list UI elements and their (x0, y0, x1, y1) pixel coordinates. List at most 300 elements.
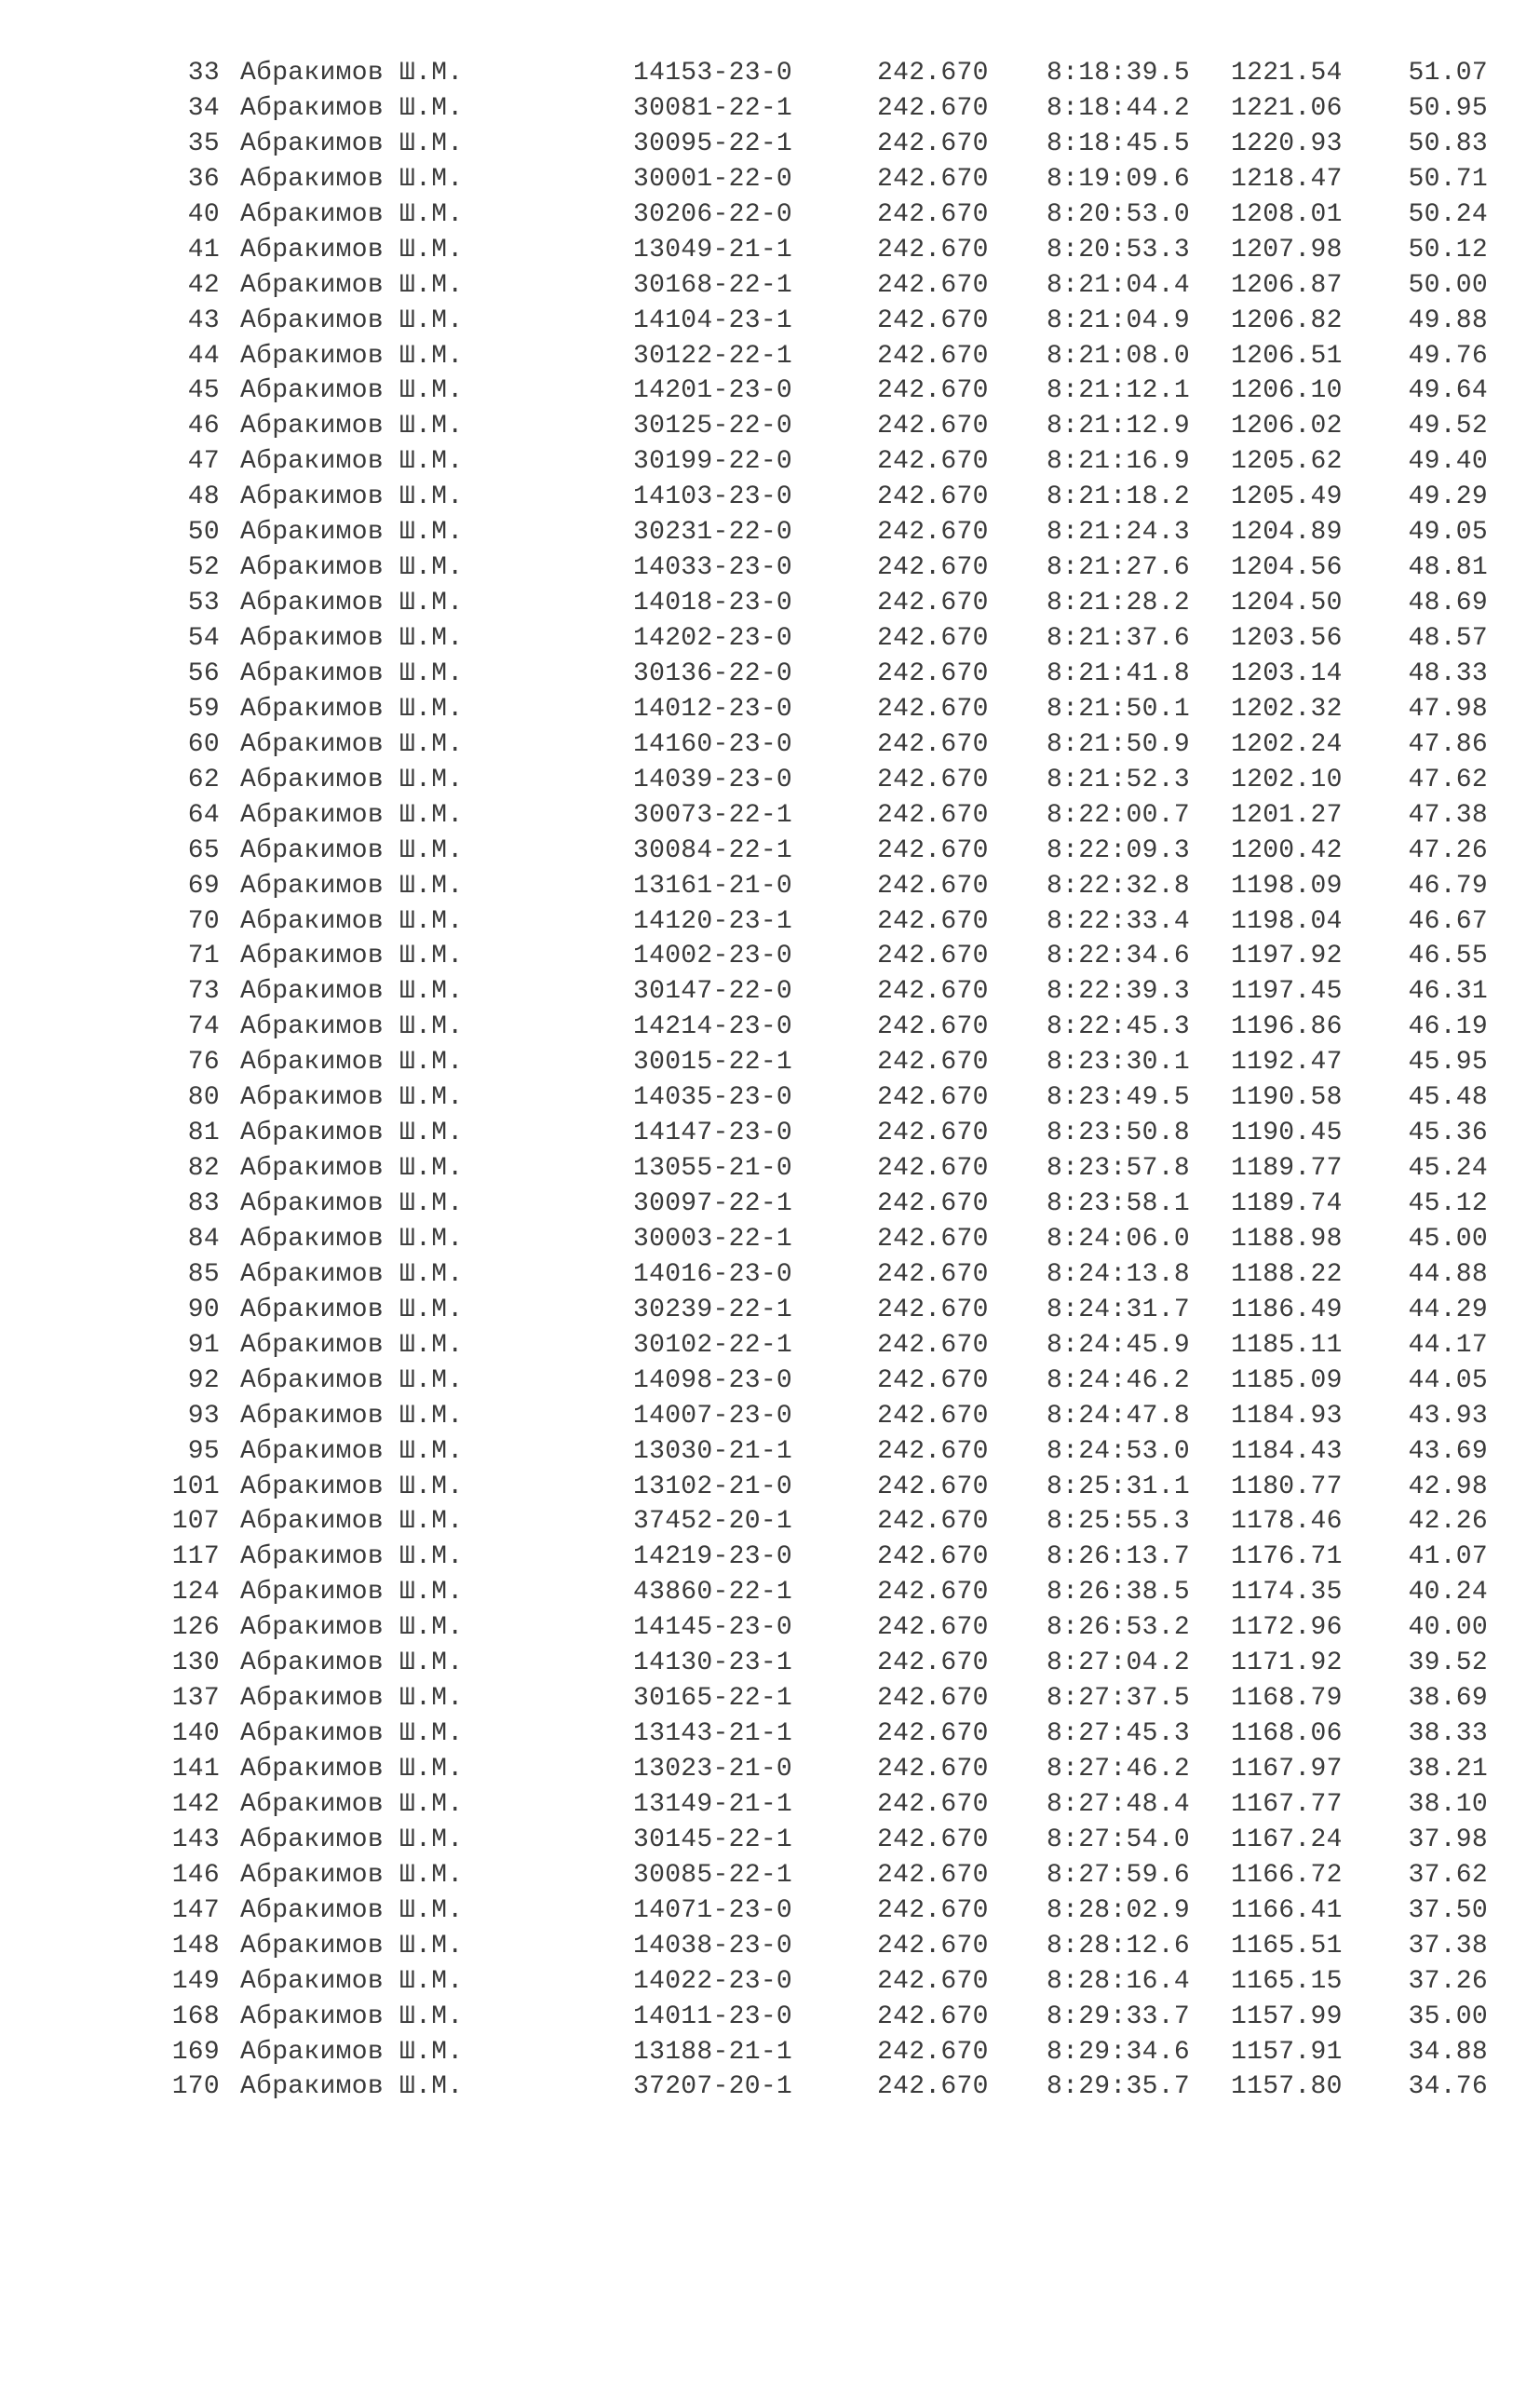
coefficient-cell: 47.26 (1408, 835, 1488, 865)
result-row (158, 1434, 1518, 1470)
place-cell: 168 (171, 2001, 220, 2031)
result-row (158, 1116, 1518, 1151)
results-sheet (158, 56, 1518, 2105)
place-cell: 142 (171, 1789, 220, 1819)
ring-number-cell: 14011-23-0 (633, 2001, 793, 2031)
place-cell: 50 (187, 518, 220, 548)
speed-cell: 1206.51 (1231, 341, 1343, 371)
speed-cell: 1157.99 (1231, 2001, 1343, 2031)
place-cell: 41 (187, 235, 220, 265)
place-cell: 170 (171, 2072, 220, 2102)
result-row (158, 91, 1518, 127)
coefficient-cell: 45.48 (1408, 1083, 1488, 1113)
distance-cell: 242.670 (877, 270, 989, 300)
speed-cell: 1202.24 (1231, 729, 1343, 759)
time-cell: 8:21:24.3 (1047, 518, 1190, 548)
ring-number-cell: 30073-22-1 (633, 800, 793, 830)
coefficient-cell: 46.67 (1408, 906, 1488, 936)
name-cell: Абракимов Ш.М. (240, 1789, 464, 1819)
ring-number-cell: 30122-22-1 (633, 341, 793, 371)
result-row (158, 1470, 1518, 1505)
ring-number-cell: 14103-23-0 (633, 482, 793, 512)
place-cell: 95 (187, 1436, 220, 1466)
ring-number-cell: 14202-23-0 (633, 624, 793, 653)
name-cell: Абракимов Ш.М. (240, 765, 464, 794)
result-row (158, 480, 1518, 515)
ring-number-cell: 13055-21-0 (633, 1154, 793, 1184)
place-cell: 71 (187, 942, 220, 971)
speed-cell: 1197.92 (1231, 942, 1343, 971)
time-cell: 8:24:45.9 (1047, 1330, 1190, 1360)
coefficient-cell: 46.79 (1408, 871, 1488, 901)
distance-cell: 242.670 (877, 1825, 989, 1854)
name-cell: Абракимов Ш.М. (240, 1649, 464, 1678)
coefficient-cell: 45.24 (1408, 1154, 1488, 1184)
coefficient-cell: 44.05 (1408, 1365, 1488, 1395)
place-cell: 83 (187, 1189, 220, 1218)
result-row (158, 2069, 1518, 2105)
ring-number-cell: 14201-23-0 (633, 376, 793, 406)
ring-number-cell: 14104-23-1 (633, 305, 793, 335)
name-cell: Абракимов Ш.М. (240, 1684, 464, 1714)
coefficient-cell: 39.52 (1408, 1649, 1488, 1678)
place-cell: 34 (187, 93, 220, 123)
name-cell: Абракимов Ш.М. (240, 977, 464, 1007)
distance-cell: 242.670 (877, 129, 989, 158)
ring-number-cell: 37207-20-1 (633, 2072, 793, 2102)
time-cell: 8:27:59.6 (1047, 1860, 1190, 1890)
ring-number-cell: 14147-23-0 (633, 1119, 793, 1148)
coefficient-cell: 45.00 (1408, 1224, 1488, 1254)
ring-number-cell: 14012-23-0 (633, 694, 793, 724)
result-row (158, 939, 1518, 974)
result-row (158, 162, 1518, 197)
distance-cell: 242.670 (877, 482, 989, 512)
place-cell: 53 (187, 589, 220, 618)
result-row (158, 869, 1518, 904)
speed-cell: 1206.87 (1231, 270, 1343, 300)
name-cell: Абракимов Ш.М. (240, 1259, 464, 1289)
result-row (158, 304, 1518, 339)
name-cell: Абракимов Ш.М. (240, 1860, 464, 1890)
distance-cell: 242.670 (877, 1224, 989, 1254)
distance-cell: 242.670 (877, 341, 989, 371)
name-cell: Абракимов Ш.М. (240, 1189, 464, 1218)
time-cell: 8:28:02.9 (1047, 1895, 1190, 1925)
place-cell: 141 (171, 1755, 220, 1784)
speed-cell: 1205.49 (1231, 482, 1343, 512)
result-row (158, 550, 1518, 586)
ring-number-cell: 30206-22-0 (633, 199, 793, 229)
coefficient-cell: 50.71 (1408, 164, 1488, 194)
name-cell: Абракимов Ш.М. (240, 1012, 464, 1042)
distance-cell: 242.670 (877, 1578, 989, 1608)
result-row (158, 621, 1518, 657)
distance-cell: 242.670 (877, 1684, 989, 1714)
ring-number-cell: 30239-22-1 (633, 1295, 793, 1324)
time-cell: 8:26:38.5 (1047, 1578, 1190, 1608)
speed-cell: 1185.09 (1231, 1365, 1343, 1395)
result-row (158, 1540, 1518, 1575)
time-cell: 8:22:34.6 (1047, 942, 1190, 971)
place-cell: 74 (187, 1012, 220, 1042)
result-row (158, 974, 1518, 1010)
result-row (158, 834, 1518, 869)
ring-number-cell: 30003-22-1 (633, 1224, 793, 1254)
result-row (158, 798, 1518, 834)
speed-cell: 1190.45 (1231, 1119, 1343, 1148)
distance-cell: 242.670 (877, 199, 989, 229)
speed-cell: 1157.91 (1231, 2037, 1343, 2067)
ring-number-cell: 30015-22-1 (633, 1048, 793, 1078)
place-cell: 126 (171, 1613, 220, 1643)
name-cell: Абракимов Ш.М. (240, 93, 464, 123)
speed-cell: 1204.56 (1231, 553, 1343, 583)
speed-cell: 1189.74 (1231, 1189, 1343, 1218)
speed-cell: 1189.77 (1231, 1154, 1343, 1184)
result-row (158, 1010, 1518, 1045)
time-cell: 8:21:27.6 (1047, 553, 1190, 583)
speed-cell: 1188.22 (1231, 1259, 1343, 1289)
distance-cell: 242.670 (877, 1755, 989, 1784)
ring-number-cell: 14016-23-0 (633, 1259, 793, 1289)
speed-cell: 1220.93 (1231, 129, 1343, 158)
place-cell: 52 (187, 553, 220, 583)
place-cell: 85 (187, 1259, 220, 1289)
coefficient-cell: 50.24 (1408, 199, 1488, 229)
result-row (158, 586, 1518, 621)
ring-number-cell: 13161-21-0 (633, 871, 793, 901)
speed-cell: 1207.98 (1231, 235, 1343, 265)
place-cell: 59 (187, 694, 220, 724)
speed-cell: 1201.27 (1231, 800, 1343, 830)
name-cell: Абракимов Ш.М. (240, 906, 464, 936)
result-row (158, 1610, 1518, 1646)
name-cell: Абракимов Ш.М. (240, 1436, 464, 1466)
name-cell: Абракимов Ш.М. (240, 164, 464, 194)
coefficient-cell: 38.21 (1408, 1755, 1488, 1784)
ring-number-cell: 30084-22-1 (633, 835, 793, 865)
time-cell: 8:21:04.9 (1047, 305, 1190, 335)
distance-cell: 242.670 (877, 1083, 989, 1113)
distance-cell: 242.670 (877, 1119, 989, 1148)
place-cell: 140 (171, 1719, 220, 1749)
name-cell: Абракимов Ш.М. (240, 800, 464, 830)
time-cell: 8:23:57.8 (1047, 1154, 1190, 1184)
speed-cell: 1196.86 (1231, 1012, 1343, 1042)
speed-cell: 1221.06 (1231, 93, 1343, 123)
place-cell: 101 (171, 1472, 220, 1501)
name-cell: Абракимов Ш.М. (240, 341, 464, 371)
name-cell: Абракимов Ш.М. (240, 1719, 464, 1749)
coefficient-cell: 45.12 (1408, 1189, 1488, 1218)
ring-number-cell: 14033-23-0 (633, 553, 793, 583)
ring-number-cell: 30145-22-1 (633, 1825, 793, 1854)
coefficient-cell: 42.98 (1408, 1472, 1488, 1501)
name-cell: Абракимов Ш.М. (240, 1048, 464, 1078)
time-cell: 8:25:31.1 (1047, 1472, 1190, 1501)
coefficient-cell: 46.31 (1408, 977, 1488, 1007)
time-cell: 8:21:41.8 (1047, 658, 1190, 688)
coefficient-cell: 37.62 (1408, 1860, 1488, 1890)
coefficient-cell: 49.52 (1408, 412, 1488, 441)
result-row (158, 1399, 1518, 1434)
ring-number-cell: 30102-22-1 (633, 1330, 793, 1360)
coefficient-cell: 47.86 (1408, 729, 1488, 759)
result-row (158, 515, 1518, 550)
time-cell: 8:24:53.0 (1047, 1436, 1190, 1466)
time-cell: 8:26:53.2 (1047, 1613, 1190, 1643)
speed-cell: 1206.10 (1231, 376, 1343, 406)
coefficient-cell: 48.33 (1408, 658, 1488, 688)
name-cell: Абракимов Ш.М. (240, 1507, 464, 1537)
speed-cell: 1165.51 (1231, 1931, 1343, 1961)
result-row (158, 1681, 1518, 1716)
speed-cell: 1185.11 (1231, 1330, 1343, 1360)
result-row (158, 1045, 1518, 1080)
ring-number-cell: 37452-20-1 (633, 1507, 793, 1537)
distance-cell: 242.670 (877, 1048, 989, 1078)
time-cell: 8:27:48.4 (1047, 1789, 1190, 1819)
distance-cell: 242.670 (877, 2072, 989, 2102)
speed-cell: 1202.10 (1231, 765, 1343, 794)
name-cell: Абракимов Ш.М. (240, 729, 464, 759)
time-cell: 8:20:53.3 (1047, 235, 1190, 265)
result-row (158, 1080, 1518, 1116)
distance-cell: 242.670 (877, 1259, 989, 1289)
ring-number-cell: 14214-23-0 (633, 1012, 793, 1042)
name-cell: Абракимов Ш.М. (240, 482, 464, 512)
time-cell: 8:21:12.1 (1047, 376, 1190, 406)
time-cell: 8:22:33.4 (1047, 906, 1190, 936)
result-row (158, 339, 1518, 374)
ring-number-cell: 13102-21-0 (633, 1472, 793, 1501)
place-cell: 45 (187, 376, 220, 406)
coefficient-cell: 38.69 (1408, 1684, 1488, 1714)
speed-cell: 1172.96 (1231, 1613, 1343, 1643)
coefficient-cell: 49.88 (1408, 305, 1488, 335)
distance-cell: 242.670 (877, 553, 989, 583)
speed-cell: 1167.97 (1231, 1755, 1343, 1784)
name-cell: Абракимов Ш.М. (240, 59, 464, 88)
coefficient-cell: 49.05 (1408, 518, 1488, 548)
distance-cell: 242.670 (877, 1012, 989, 1042)
result-row (158, 127, 1518, 162)
result-row (158, 1151, 1518, 1187)
distance-cell: 242.670 (877, 59, 989, 88)
coefficient-cell: 37.50 (1408, 1895, 1488, 1925)
ring-number-cell: 13143-21-1 (633, 1719, 793, 1749)
name-cell: Абракимов Ш.М. (240, 1931, 464, 1961)
speed-cell: 1205.62 (1231, 447, 1343, 477)
distance-cell: 242.670 (877, 871, 989, 901)
name-cell: Абракимов Ш.М. (240, 871, 464, 901)
time-cell: 8:21:08.0 (1047, 341, 1190, 371)
time-cell: 8:27:04.2 (1047, 1649, 1190, 1678)
distance-cell: 242.670 (877, 1365, 989, 1395)
ring-number-cell: 30199-22-0 (633, 447, 793, 477)
ring-number-cell: 14018-23-0 (633, 589, 793, 618)
time-cell: 8:23:58.1 (1047, 1189, 1190, 1218)
coefficient-cell: 38.33 (1408, 1719, 1488, 1749)
coefficient-cell: 49.64 (1408, 376, 1488, 406)
coefficient-cell: 48.57 (1408, 624, 1488, 653)
name-cell: Абракимов Ш.М. (240, 1330, 464, 1360)
coefficient-cell: 48.69 (1408, 589, 1488, 618)
ring-number-cell: 30097-22-1 (633, 1189, 793, 1218)
distance-cell: 242.670 (877, 447, 989, 477)
speed-cell: 1186.49 (1231, 1295, 1343, 1324)
result-row (158, 197, 1518, 233)
result-row (158, 1504, 1518, 1540)
time-cell: 8:26:13.7 (1047, 1542, 1190, 1572)
speed-cell: 1204.89 (1231, 518, 1343, 548)
distance-cell: 242.670 (877, 800, 989, 830)
name-cell: Абракимов Ш.М. (240, 270, 464, 300)
distance-cell: 242.670 (877, 694, 989, 724)
result-row (158, 1328, 1518, 1364)
time-cell: 8:25:55.3 (1047, 1507, 1190, 1537)
name-cell: Абракимов Ш.М. (240, 518, 464, 548)
coefficient-cell: 44.29 (1408, 1295, 1488, 1324)
speed-cell: 1174.35 (1231, 1578, 1343, 1608)
distance-cell: 242.670 (877, 518, 989, 548)
ring-number-cell: 13188-21-1 (633, 2037, 793, 2067)
name-cell: Абракимов Ш.М. (240, 2072, 464, 2102)
time-cell: 8:23:50.8 (1047, 1119, 1190, 1148)
ring-number-cell: 14002-23-0 (633, 942, 793, 971)
distance-cell: 242.670 (877, 2037, 989, 2067)
distance-cell: 242.670 (877, 1189, 989, 1218)
time-cell: 8:27:54.0 (1047, 1825, 1190, 1854)
place-cell: 42 (187, 270, 220, 300)
coefficient-cell: 50.95 (1408, 93, 1488, 123)
ring-number-cell: 13049-21-1 (633, 235, 793, 265)
speed-cell: 1192.47 (1231, 1048, 1343, 1078)
place-cell: 33 (187, 59, 220, 88)
place-cell: 146 (171, 1860, 220, 1890)
result-row (158, 1257, 1518, 1293)
place-cell: 149 (171, 1966, 220, 1996)
speed-cell: 1176.71 (1231, 1542, 1343, 1572)
result-row (158, 1222, 1518, 1257)
name-cell: Абракимов Ш.М. (240, 376, 464, 406)
result-row (158, 1858, 1518, 1893)
place-cell: 124 (171, 1578, 220, 1608)
time-cell: 8:21:16.9 (1047, 447, 1190, 477)
name-cell: Абракимов Ш.М. (240, 1825, 464, 1854)
result-row (158, 1187, 1518, 1222)
name-cell: Абракимов Ш.М. (240, 235, 464, 265)
time-cell: 8:21:28.2 (1047, 589, 1190, 618)
distance-cell: 242.670 (877, 235, 989, 265)
time-cell: 8:24:46.2 (1047, 1365, 1190, 1395)
place-cell: 84 (187, 1224, 220, 1254)
name-cell: Абракимов Ш.М. (240, 624, 464, 653)
speed-cell: 1198.04 (1231, 906, 1343, 936)
coefficient-cell: 49.29 (1408, 482, 1488, 512)
coefficient-cell: 44.17 (1408, 1330, 1488, 1360)
speed-cell: 1200.42 (1231, 835, 1343, 865)
name-cell: Абракимов Ш.М. (240, 1472, 464, 1501)
time-cell: 8:29:33.7 (1047, 2001, 1190, 2031)
place-cell: 73 (187, 977, 220, 1007)
coefficient-cell: 45.95 (1408, 1048, 1488, 1078)
result-row (158, 692, 1518, 727)
distance-cell: 242.670 (877, 1507, 989, 1537)
ring-number-cell: 14098-23-0 (633, 1365, 793, 1395)
speed-cell: 1203.56 (1231, 624, 1343, 653)
coefficient-cell: 51.07 (1408, 59, 1488, 88)
speed-cell: 1167.24 (1231, 1825, 1343, 1854)
time-cell: 8:24:06.0 (1047, 1224, 1190, 1254)
place-cell: 70 (187, 906, 220, 936)
result-row (158, 763, 1518, 798)
coefficient-cell: 46.55 (1408, 942, 1488, 971)
ring-number-cell: 30136-22-0 (633, 658, 793, 688)
coefficient-cell: 43.69 (1408, 1436, 1488, 1466)
place-cell: 76 (187, 1048, 220, 1078)
coefficient-cell: 45.36 (1408, 1119, 1488, 1148)
time-cell: 8:21:18.2 (1047, 482, 1190, 512)
speed-cell: 1167.77 (1231, 1789, 1343, 1819)
coefficient-cell: 47.98 (1408, 694, 1488, 724)
time-cell: 8:21:12.9 (1047, 412, 1190, 441)
coefficient-cell: 46.19 (1408, 1012, 1488, 1042)
coefficient-cell: 47.62 (1408, 765, 1488, 794)
result-row (158, 1893, 1518, 1929)
coefficient-cell: 50.12 (1408, 235, 1488, 265)
speed-cell: 1203.14 (1231, 658, 1343, 688)
time-cell: 8:21:50.9 (1047, 729, 1190, 759)
ring-number-cell: 14038-23-0 (633, 1931, 793, 1961)
place-cell: 64 (187, 800, 220, 830)
coefficient-cell: 49.40 (1408, 447, 1488, 477)
name-cell: Абракимов Ш.М. (240, 2037, 464, 2067)
place-cell: 62 (187, 765, 220, 794)
distance-cell: 242.670 (877, 729, 989, 759)
distance-cell: 242.670 (877, 1154, 989, 1184)
ring-number-cell: 30081-22-1 (633, 93, 793, 123)
distance-cell: 242.670 (877, 1966, 989, 1996)
result-row (158, 727, 1518, 763)
coefficient-cell: 40.00 (1408, 1613, 1488, 1643)
time-cell: 8:24:47.8 (1047, 1401, 1190, 1431)
distance-cell: 242.670 (877, 835, 989, 865)
ring-number-cell: 30095-22-1 (633, 129, 793, 158)
ring-number-cell: 30165-22-1 (633, 1684, 793, 1714)
time-cell: 8:23:30.1 (1047, 1048, 1190, 1078)
name-cell: Абракимов Ш.М. (240, 1613, 464, 1643)
result-row (158, 1716, 1518, 1752)
result-row (158, 904, 1518, 940)
place-cell: 40 (187, 199, 220, 229)
place-cell: 117 (171, 1542, 220, 1572)
ring-number-cell: 14153-23-0 (633, 59, 793, 88)
coefficient-cell: 37.38 (1408, 1931, 1488, 1961)
distance-cell: 242.670 (877, 305, 989, 335)
distance-cell: 242.670 (877, 624, 989, 653)
time-cell: 8:22:32.8 (1047, 871, 1190, 901)
name-cell: Абракимов Ш.М. (240, 589, 464, 618)
time-cell: 8:29:34.6 (1047, 2037, 1190, 2067)
speed-cell: 1168.06 (1231, 1719, 1343, 1749)
place-cell: 60 (187, 729, 220, 759)
distance-cell: 242.670 (877, 164, 989, 194)
distance-cell: 242.670 (877, 1860, 989, 1890)
place-cell: 56 (187, 658, 220, 688)
place-cell: 148 (171, 1931, 220, 1961)
